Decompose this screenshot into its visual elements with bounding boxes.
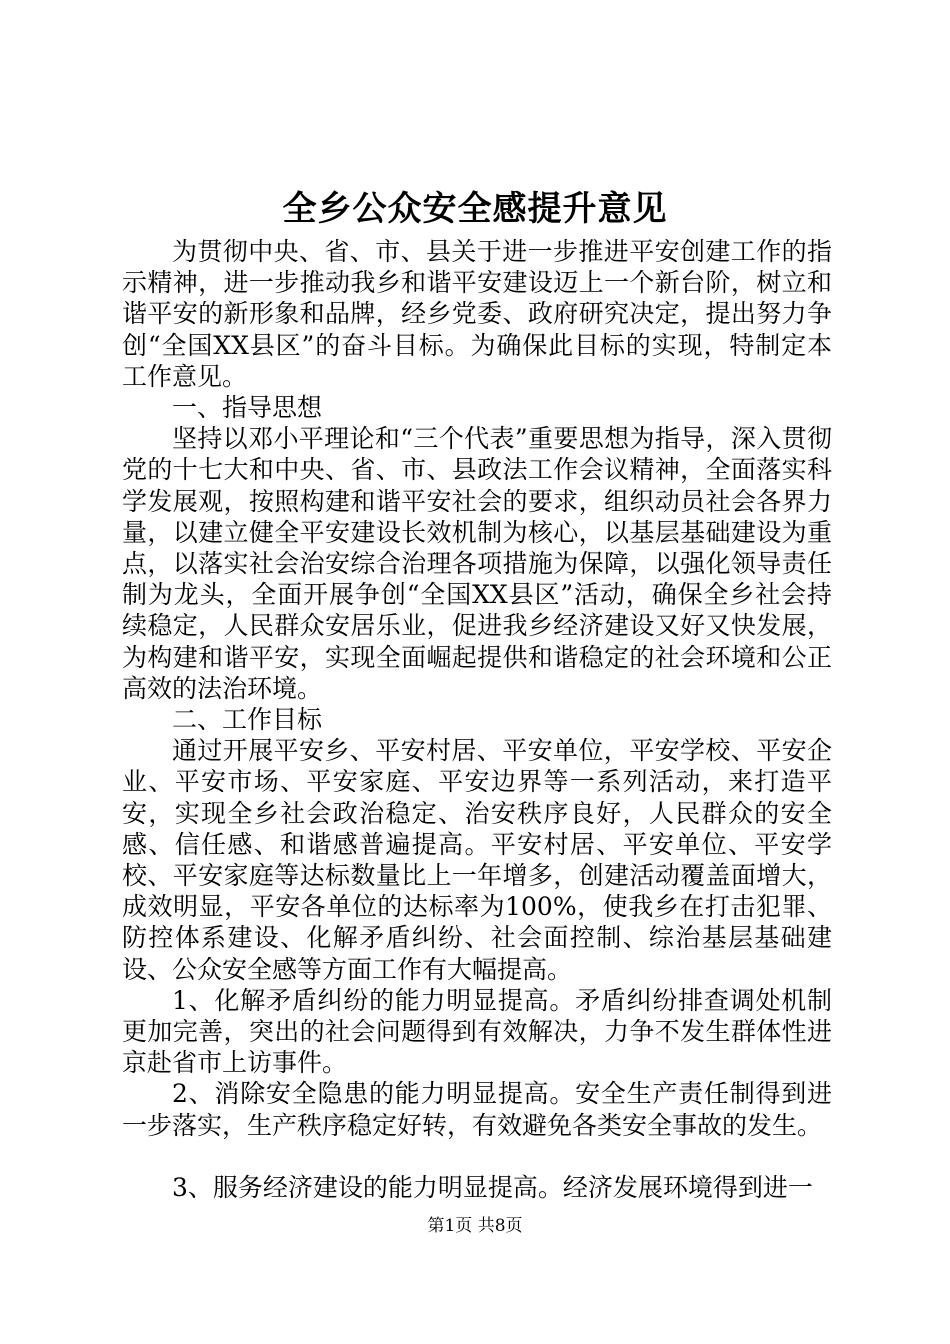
document-title: 全乡公众安全感提升意见 bbox=[282, 189, 668, 229]
page-number-footer: 第1页 共8页 bbox=[427, 1216, 523, 1236]
guiding-thought-paragraph: 坚持以邓小平理论和“三个代表”重要思想为指导，深入贯彻党的十七大和中央、省、市、县政法工作会议精神，全面落实科学发展观，按照构建和谐平安社会的要求，组织动员社会各界力量，以建立健全平安建设长效机制为核心，以基层基础建设为重点，以落实社会治安综合治理各项措施为保障，以强化领导责任制为龙头，全面开展争创“全国XX县区”活动，确保全乡社会持续稳定，人民群众安居乐业，促进我乡经济建设又好又快发展，为构建和谐平安，实现全面崛起提供和谐稳定的社会环境和公正高效的法治环境。 bbox=[122, 424, 832, 703]
section-heading-guiding-thought: 一、指导思想 bbox=[172, 393, 323, 423]
goal-item-1: 1、化解矛盾纠纷的能力明显提高。矛盾纠纷排查调处机制更加完善，突出的社会问题得到有效解决，力争不发生群体性进京赴省市上访事件。 bbox=[122, 985, 832, 1078]
goal-item-3: 3、服务经济建设的能力明显提高。经济发展环境得到进一 bbox=[172, 1172, 813, 1202]
intro-paragraph: 为贯彻中央、省、市、县关于进一步推进平安创建工作的指示精神，进一步推动我乡和谐平安建设迈上一个新台阶，树立和谐平安的新形象和品牌，经乡党委、政府研究决定，提出努力争创“全国XX县区”的奋斗目标。为确保此目标的实现，特制定本工作意见。 bbox=[122, 237, 832, 391]
work-goals-paragraph: 通过开展平安乡、平安村居、平安单位，平安学校、平安企业、平安市场、平安家庭、平安边界等一系列活动，来打造平安，实现全乡社会政治稳定、治安秩序良好，人民群众的安全感、信任感、和谐感普遍提高。平安村居、平安单位、平安学校、平安家庭等达标数量比上一年增多，创建活动覆盖面增大，成效明显，平安各单位的达标率为100%，使我乡在打击犯罪、防控体系建设、化解矛盾纠纷、社会面控制、综治基层基础建设、公众安全感等方面工作有大幅提高。 bbox=[122, 736, 832, 984]
section-heading-work-goals: 二、工作目标 bbox=[172, 705, 323, 735]
document-body bbox=[122, 236, 832, 1203]
goal-item-2: 2、消除安全隐患的能力明显提高。安全生产责任制得到进一步落实，生产秩序稳定好转，有效避免各类安全事故的发生。 bbox=[122, 1079, 832, 1140]
